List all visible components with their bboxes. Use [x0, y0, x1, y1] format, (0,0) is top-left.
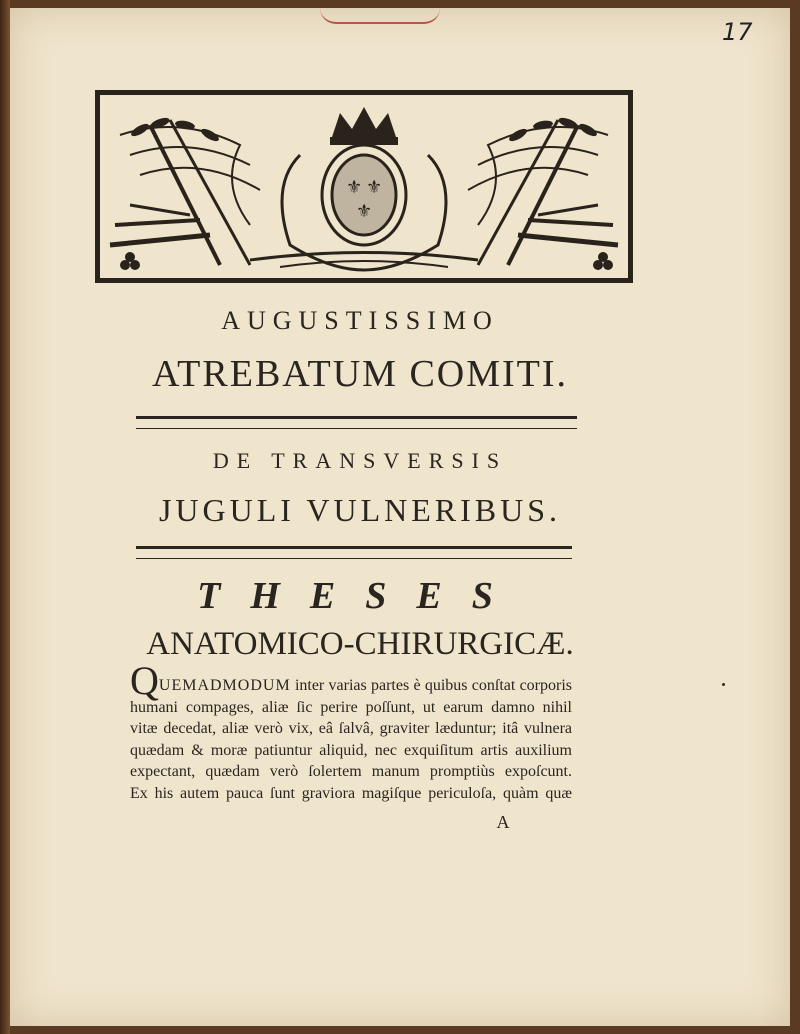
page-number: 17 — [722, 18, 753, 46]
body-line: vitæ decedat, aliæ verò vix, eâ ſalvâ, graviter læduntur; itâ vulnera — [130, 720, 572, 737]
theses-subtitle: ANATOMICO-CHIRURGICÆ. — [146, 626, 574, 662]
body-line — [130, 658, 572, 703]
body-line-text: inter varias partes è quibus conſtat corporis — [290, 677, 572, 694]
drop-cap: Q — [130, 658, 159, 703]
small-caps-word: UEMADMODUM — [158, 677, 291, 694]
subject-line-2: JUGULI VULNERIBUS. — [158, 492, 562, 528]
headpiece-engraving — [95, 90, 633, 283]
body-line: expectant, quædam verò ſolertem manum promptiùs expoſcunt. — [130, 763, 572, 780]
svg-text:⚜: ⚜ — [366, 177, 383, 198]
dedication-line-2: ATREBATUM COMITI. — [151, 353, 569, 395]
subject-line-1: DE TRANSVERSIS — [212, 448, 508, 473]
dedication-line-1: AUGUSTISSIMO — [221, 306, 499, 335]
body-line: humani compages, aliæ ſic perire poſſunt, ut earum damno nihil — [130, 698, 572, 716]
body-line: Ex his autem pauca ſunt graviora magiſque periculoſa, quàm quæ — [130, 784, 572, 802]
divider-rule — [136, 546, 572, 559]
divider-rule — [136, 416, 577, 429]
theses-title: THESES — [197, 575, 523, 617]
coat-of-arms-icon — [100, 95, 628, 278]
signature-mark: A — [496, 812, 510, 832]
book-binding-edge — [0, 0, 10, 1034]
svg-text:⚜: ⚜ — [356, 201, 373, 222]
svg-text:⚜: ⚜ — [346, 177, 363, 198]
body-paragraph — [130, 658, 572, 804]
body-line: quædam & moræ patiuntur aliquid, nec exquiſitum artis auxilium — [130, 741, 572, 759]
bookmark-ribbon — [320, 8, 440, 24]
foxing-spot — [722, 683, 725, 686]
